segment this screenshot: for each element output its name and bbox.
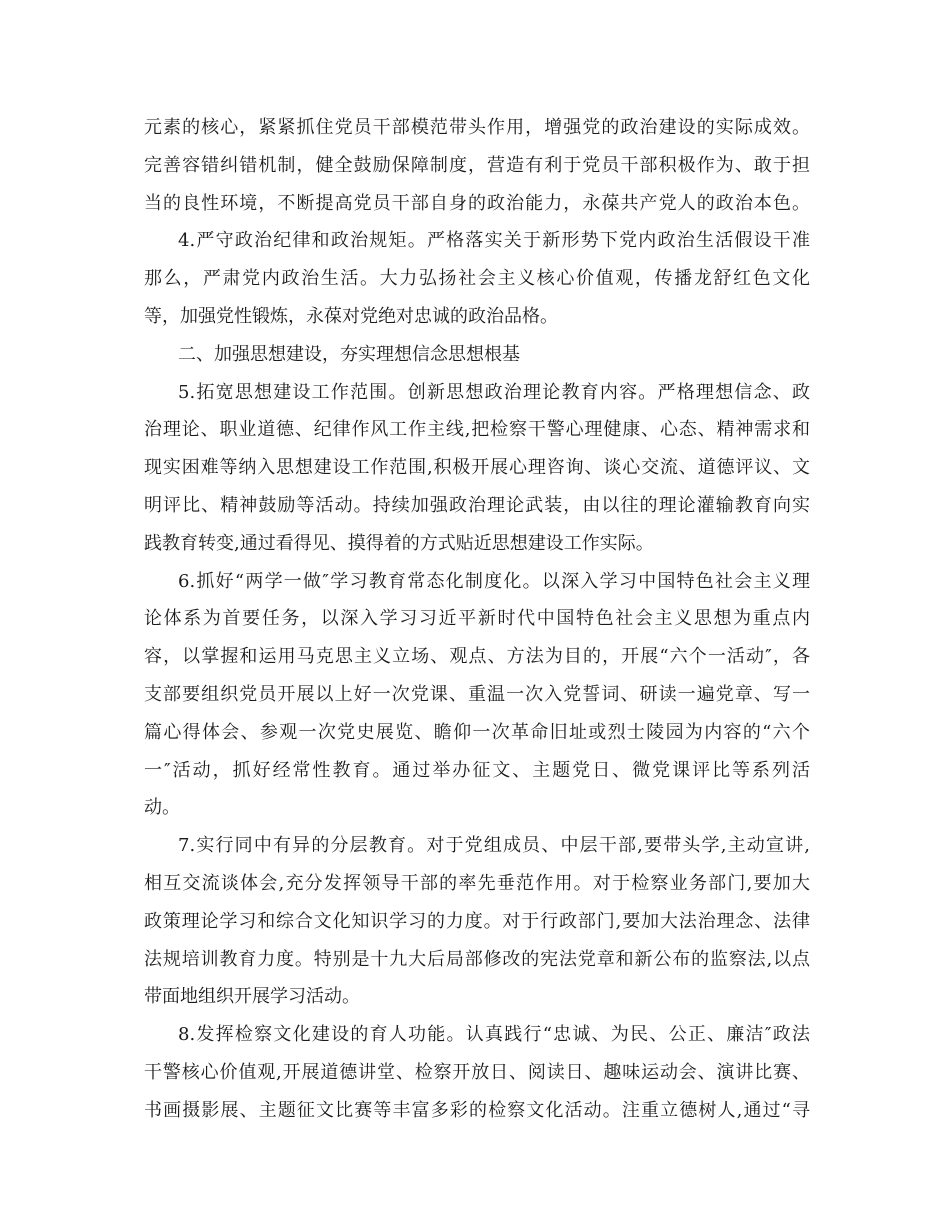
text-line: 干警核心价值观,开展道德讲堂、检察开放日、阅读日、趣味运动会、演讲比赛、 — [144, 1061, 810, 1083]
text-line: 支部要组织党员开展以上好一次党课、重温一次入党誓词、研读一遍党章、写一 — [144, 683, 810, 705]
paragraph-7-start: 7.实行同中有异的分层教育。对于党组成员、中层干部,要带头学,主动宣讲, — [178, 835, 810, 857]
text-line: 元素的核心，紧紧抓住党员干部模范带头作用，增强党的政治建设的实际成效。 — [144, 117, 810, 138]
text-line: 容，以掌握和运用马克思主义立场、观点、方法为目的，开展“六个一活动″，各 — [144, 646, 810, 668]
paragraph-6-start: 6.抓好“两学一做″学习教育常态化制度化。以深入学习中国特色社会主义理 — [178, 570, 810, 592]
text-line: 完善容错纠错机制，健全鼓励保障制度，营造有利于党员干部积极作为、敢于担 — [144, 154, 810, 176]
paragraph-8-start: 8.发挥检察文化建设的育人功能。认真践行“忠诚、为民、公正、廉洁″政法 — [178, 1024, 810, 1046]
text-line: 法规培训教育力度。特别是十九大后局部修改的宪法党章和新公布的监察法,以点 — [144, 948, 810, 970]
text-line: 治理论、职业道德、纪律作风工作主线,把检察干警心理健康、心态、精神需求和 — [144, 419, 810, 441]
text-line: 践教育转变,通过看得见、摸得着的方式贴近思想建设工作实际。 — [144, 532, 654, 554]
text-line: 明评比、精神鼓励等活动。持续加强政治理论武装，由以往的理论灌输教育向实 — [144, 494, 810, 516]
text-line: 带面地组织开展学习活动。 — [144, 986, 360, 1008]
text-line: 政策理论学习和综合文化知识学习的力度。对于行政部门,要加大法治理念、法律 — [144, 910, 810, 932]
section-heading-2: 二、加强思想建设，夯实理想信念思想根基 — [178, 343, 520, 365]
text-line: 相互交流谈体会,充分发挥领导干部的率先垂范作用。对于检察业务部门,要加大 — [144, 872, 810, 894]
text-line: 当的良性环境，不断提高党员干部自身的政治能力，永葆共产党人的政治本色。 — [144, 192, 810, 214]
paragraph-4-start: 4.严守政治纪律和政治规矩。严格落实关于新形势下党内政治生活假设干准 — [178, 230, 810, 252]
document-body — [144, 109, 810, 1130]
text-line: 动。 — [144, 797, 180, 819]
paragraph-5-start: 5.拓宽思想建设工作范围。创新思想政治理论教育内容。严格理想信念、政 — [178, 381, 810, 403]
text-line: 书画摄影展、主题征文比赛等丰富多彩的检察文化活动。注重立德树人,通过“寻 — [144, 1099, 810, 1121]
text-line: 现实困难等纳入思想建设工作范围,积极开展心理咨询、谈心交流、道德评议、文 — [144, 457, 810, 479]
text-line: 那么，严肃党内政治生活。大力弘扬社会主义核心价值观，传播龙舒红色文化 — [144, 268, 810, 290]
text-line: 一″活动，抓好经常性教育。通过举办征文、主题党日、微党课评比等系列活 — [144, 759, 810, 781]
text-line: 篇心得体会、参观一次党史展览、瞻仰一次革命旧址或烈士陵园为内容的“六个 — [144, 721, 810, 743]
text-line: 等，加强党性锻炼，永葆对党绝对忠诚的政治品格。 — [144, 305, 558, 327]
text-line: 论体系为首要任务，以深入学习习近平新时代中国特色社会主义思想为重点内 — [144, 608, 810, 630]
